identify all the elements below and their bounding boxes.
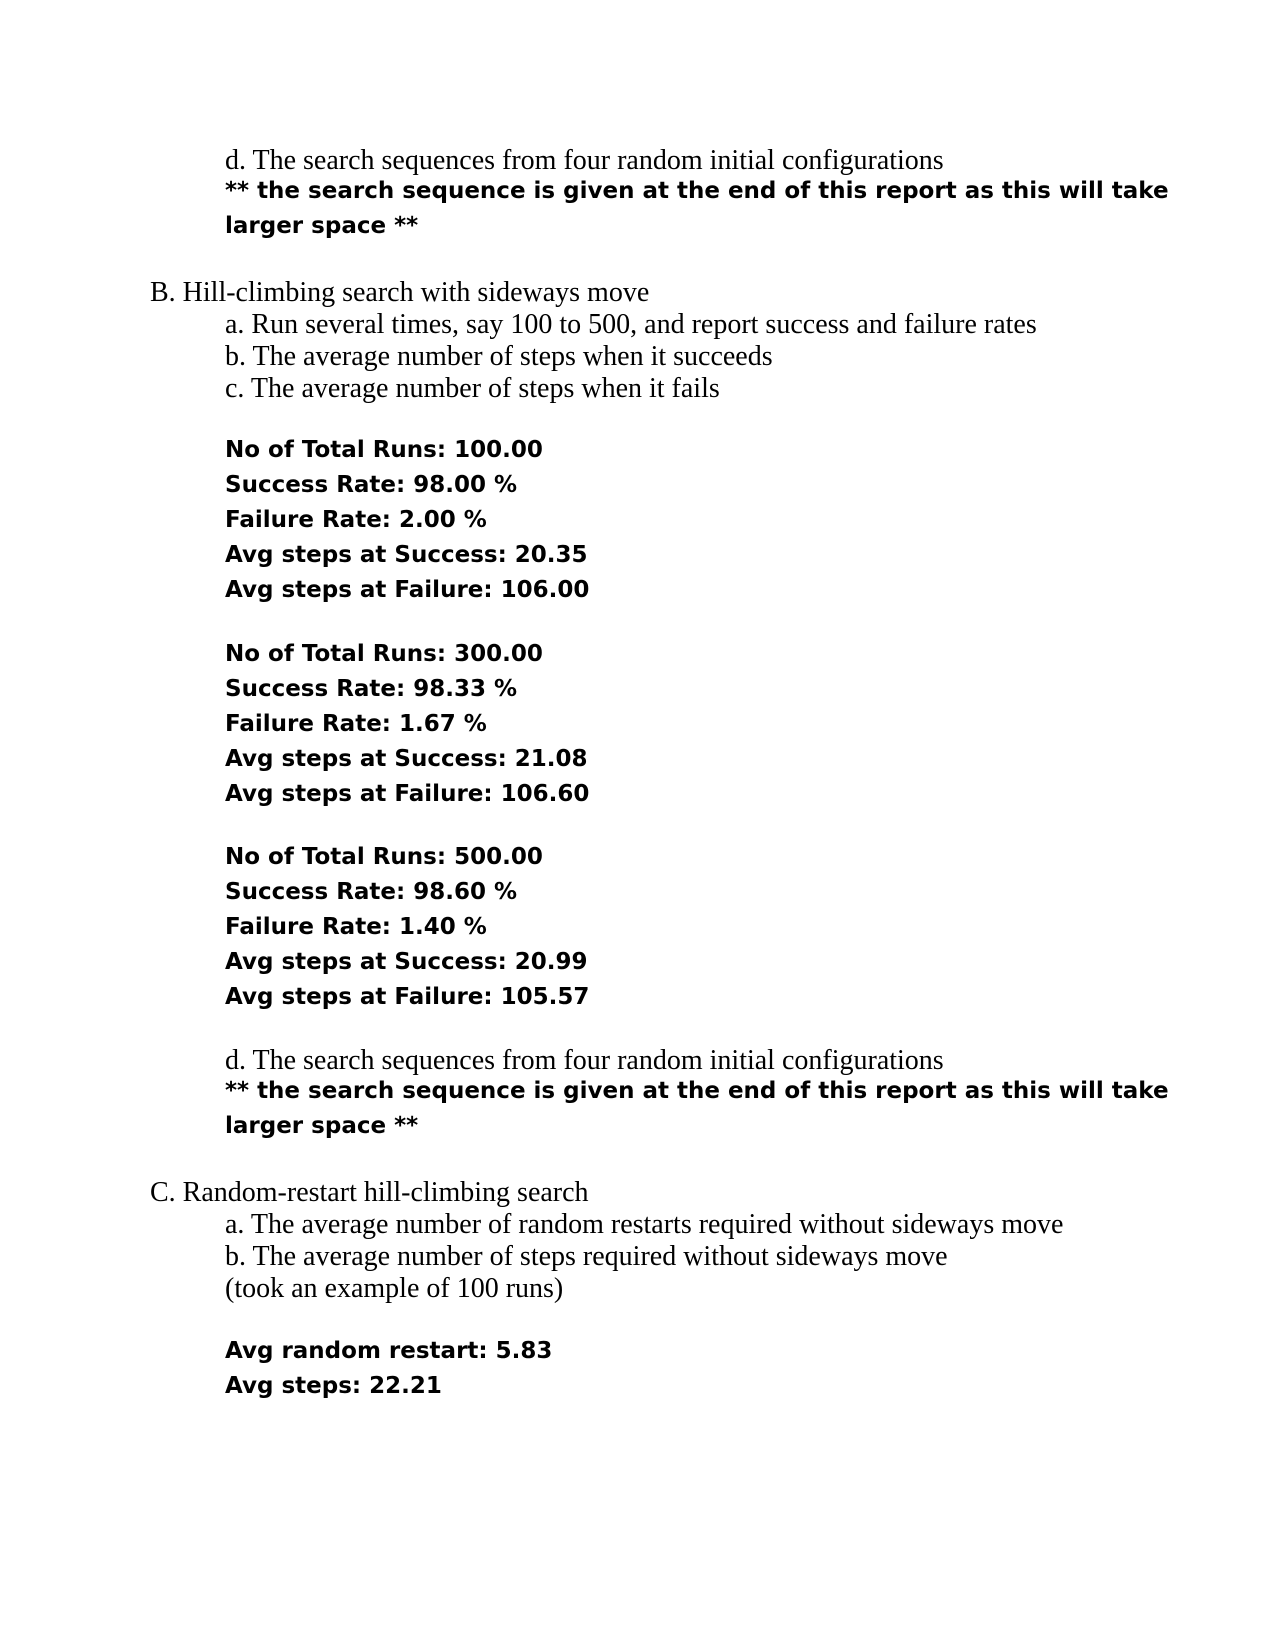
avg-steps-failure: Avg steps at Failure: 106.00 <box>225 577 590 603</box>
total-runs: No of Total Runs: 300.00 <box>225 641 543 667</box>
section-b-item-b: b. The average number of steps when it succeeds <box>225 341 773 372</box>
results-block-300-runs <box>225 637 589 812</box>
avg-random-restart: Avg random restart: 5.83 <box>225 1338 553 1364</box>
section-a-note-line1: ** the search sequence is given at the end of this report as this will take <box>225 178 1169 204</box>
success-rate: Success Rate: 98.33 % <box>225 676 518 702</box>
results-block-500-runs <box>225 840 589 1015</box>
section-b-note-line1: ** the search sequence is given at the end of this report as this will take <box>225 1078 1169 1104</box>
section-c-note: (took an example of 100 runs) <box>225 1273 564 1304</box>
failure-rate: Failure Rate: 1.67 % <box>225 711 487 737</box>
failure-rate: Failure Rate: 2.00 % <box>225 507 487 533</box>
section-b-note-line2: larger space ** <box>225 1113 419 1139</box>
avg-steps-failure: Avg steps at Failure: 106.60 <box>225 781 590 807</box>
section-b-item-a: a. Run several times, say 100 to 500, and report success and failure rates <box>225 309 1037 340</box>
results-block-random-restart <box>225 1334 552 1404</box>
section-b-heading: B. Hill-climbing search with sideways move <box>150 277 650 308</box>
section-b-d-item: d. The search sequences from four random initial configurations <box>225 1045 944 1076</box>
avg-steps-success: Avg steps at Success: 20.35 <box>225 542 588 568</box>
success-rate: Success Rate: 98.00 % <box>225 472 518 498</box>
section-b-item-c: c. The average number of steps when it fails <box>225 373 720 404</box>
results-block-100-runs <box>225 433 589 608</box>
avg-steps-success: Avg steps at Success: 21.08 <box>225 746 588 772</box>
success-rate: Success Rate: 98.60 % <box>225 879 518 905</box>
section-a-d-item: d. The search sequences from four random initial configurations <box>225 145 944 176</box>
avg-steps-failure: Avg steps at Failure: 105.57 <box>225 984 590 1010</box>
section-c-item-a: a. The average number of random restarts required without sideways move <box>225 1209 1064 1240</box>
avg-steps: Avg steps: 22.21 <box>225 1373 442 1399</box>
section-c-item-b: b. The average number of steps required without sideways move <box>225 1241 948 1272</box>
section-c-heading: C. Random-restart hill-climbing search <box>150 1177 589 1208</box>
avg-steps-success: Avg steps at Success: 20.99 <box>225 949 588 975</box>
failure-rate: Failure Rate: 1.40 % <box>225 914 487 940</box>
section-a-note-line2: larger space ** <box>225 213 419 239</box>
total-runs: No of Total Runs: 500.00 <box>225 844 543 870</box>
total-runs: No of Total Runs: 100.00 <box>225 437 543 463</box>
